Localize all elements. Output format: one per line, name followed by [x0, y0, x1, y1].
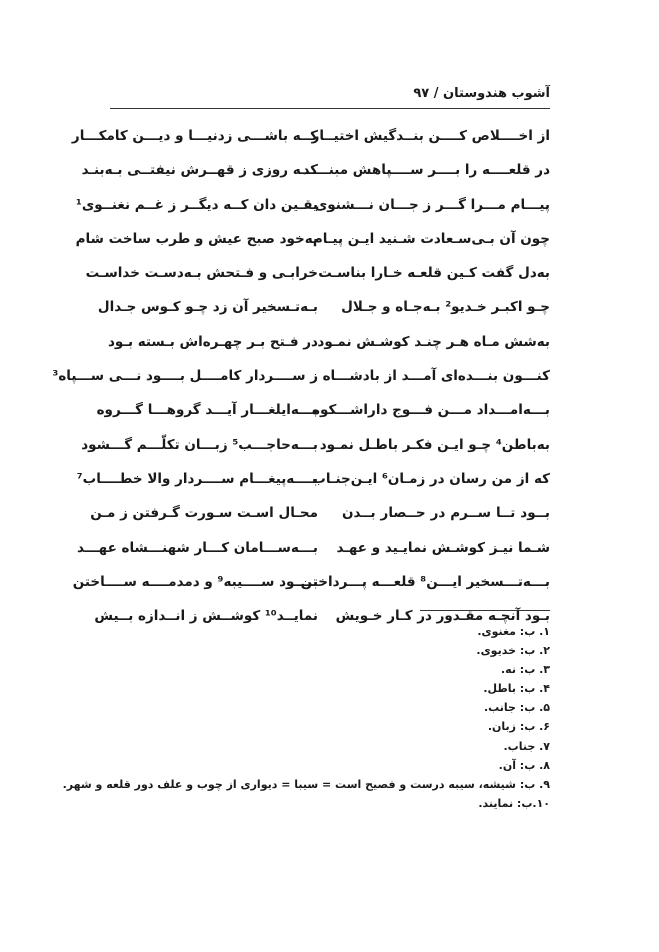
- verse-row: [90, 497, 550, 531]
- footnote-divider: [420, 610, 550, 611]
- verse-row: [96, 394, 550, 428]
- footnote: ۸. ب: آن.: [498, 758, 550, 772]
- verse-row: [97, 291, 550, 325]
- page-header: [110, 84, 550, 109]
- verse-hemistich-left: ز ســــردار کامــــل بــــود نـــی ســـپاه³: [52, 368, 318, 385]
- footnote: ۷. جناب.: [503, 739, 550, 753]
- footnote: ۵. ب: جانب.: [483, 701, 550, 715]
- verse-hemistich-right: بـود آنچـه مقـدور در کـار خـویش: [335, 608, 550, 625]
- verse-hemistich-left: محـال اسـت سـورت گـرفتن ز مـن: [90, 505, 318, 522]
- verse-hemistich-left: نمایــد¹⁰ کوشــش ز انــدازه بــیش: [94, 608, 318, 625]
- verse-hemistich-right: کنـــون بنـــده‌ای آمـــد از بادشـــاه: [322, 368, 550, 385]
- verse-hemistich-left: بـــه‌حاجـــب⁵ زبـــان تکلّـــم گـــشود: [81, 436, 318, 453]
- verse-hemistich-left: بــــه‌پیغـــام ســــردار والا خطــــاب⁷: [76, 470, 318, 487]
- verse-row: [81, 154, 550, 188]
- verse-hemistich-right: که از من رسان در زمـان⁶ ایـن‌جنـاب: [312, 470, 550, 487]
- footnote: ۶. ب: زبان.: [487, 720, 550, 734]
- verse-hemistich-right: بــود تــا ســرم در حــصار بــدن: [342, 505, 550, 522]
- verse-hemistich-right: پیـــام مـــرا گـــر ز جـــان نـــشنوی: [314, 196, 550, 213]
- verse-row: [75, 223, 550, 257]
- footnotes-list: [62, 622, 550, 813]
- footnote: ۱۰.ب: نمایند.: [478, 796, 550, 810]
- footnote: ۳. ب: نه.: [501, 663, 550, 677]
- verse-hemistich-right: به‌شش مـاه هـر چنـد کوشـش نمـود: [317, 333, 550, 350]
- verse-hemistich-right: شـما نیـز کوشـش نمایـید و عهـد: [336, 539, 550, 556]
- running-title: آشوب هندوستان / ۹۷: [413, 86, 550, 101]
- verse-hemistich-right: بـــه‌امـــداد مـــن فـــوج داراشـــکوه: [312, 402, 550, 419]
- verse-hemistich-left: بـــه‌ســـامان کـــار شهنـــشاه عهـــد: [77, 539, 318, 556]
- verse-hemistich-right: از اخــــلاص کــــن بنــدگیش اختیــار: [311, 128, 550, 144]
- verse-hemistich-left: بـــه‌ایلغـــار آیـــد گروهـــا گـــروه: [96, 402, 318, 419]
- verse-hemistich-left: یقـین دان کــه دیگــر ز غــم نغنــوی¹: [75, 196, 318, 213]
- verse-row: [52, 360, 550, 394]
- verse-hemistich-right: در قلعــــه را بــــر ســــپاهش مبنــــد: [302, 162, 550, 179]
- verse-hemistich-right: به‌دل گفت کـین قلعـه خـارا بناسـت: [318, 265, 550, 282]
- footnote: ۲. ب: خدیوی.: [476, 644, 550, 658]
- verse-row: [107, 326, 550, 360]
- verse-row: [85, 257, 550, 291]
- verse-hemistich-left: به‌خود صبح عیش و طرب ساخت شام: [75, 230, 318, 247]
- verse-hemistich-left: خرابـی و فـتحش بـه‌دسـت خداسـت: [85, 265, 318, 282]
- footnote: ۹. ب: شیشه، سیبه درست و فصیح است = سیبا = دیواری از چوب و علف دور قلعه و شهر.: [62, 777, 550, 791]
- verse-row: [72, 566, 550, 600]
- verse-hemistich-left: بــــود ســــیبه⁹ و دمدمــــه ســــاختن: [72, 573, 318, 590]
- verse-row: [75, 189, 550, 223]
- verse-hemistich-right: چون آن بـی‌سـعادت شـنید ایـن پیـام: [312, 230, 550, 247]
- poem-body: [52, 120, 550, 634]
- verse-hemistich-left: کــه روزی ز قهــرش نیفتــی بـه‌بنـد: [81, 162, 318, 179]
- verse-hemistich-right: چـو اکبـر خـدیو² بـه‌جـاه و جـلال: [341, 299, 550, 316]
- verse-row: [77, 532, 550, 566]
- verse-hemistich-left: بـه‌تـسخیر آن زد چـو کـوس جـدال: [97, 299, 318, 316]
- verse-hemistich-right: به‌باطن⁴ چـو ایـن فکـر باطـل نمـود: [319, 436, 550, 453]
- verse-hemistich-left: کــه باشـــی زدنیـــا و دیـــن کامکـــار: [71, 128, 318, 144]
- verse-hemistich-right: بـــه‌تـــسخیر ایـــن⁸ قلعـــه پـــرداختن: [300, 573, 550, 590]
- verse-row: [76, 463, 550, 497]
- verse-row: [81, 429, 550, 463]
- verse-hemistich-left: در فـتح بـر چهـره‌اش بـسته بـود: [107, 333, 318, 350]
- verse-row: [71, 120, 550, 154]
- footnote: ۱. ب: مغنوی.: [477, 625, 550, 638]
- footnote: ۴. ب: باطل.: [483, 682, 550, 696]
